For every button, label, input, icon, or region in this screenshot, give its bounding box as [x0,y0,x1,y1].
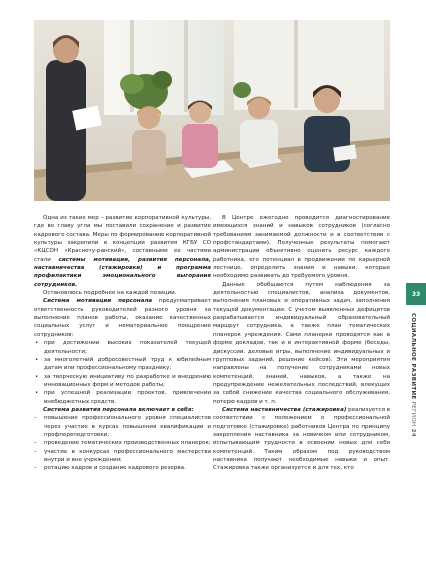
paragraph [34,297,211,339]
text-column-right [213,214,390,473]
subheading: Система развития персонала включает в себя: [43,406,194,413]
bullet-list-motivation [34,339,211,406]
list-item: • при достижении высоких показателей текущей деятельности; [34,339,211,356]
list-item: • при успешной реализации проектов, привлечении внебюджетных средств. [34,389,211,406]
paragraph: Данные обобщаются путем наблюдения за деятельностью специалистов, анализа документов, выполнения плановых и оперативных задач, заполнения текущей документации. С учетом выявленных дефицитов разрабатывается индивидуальный образовательный маршрут сотрудника, а также план тематических планерок учреждения. Сами планерки проводятся как в форме докладов, так и в интерактивной форме (беседы, дискуссии, деловые игры, выполнение индивидуальных и групповых заданий, решение кейсов). Эти мероприятия направлены на получение сотрудниками новых компетенций, знаний, навыков, а также на предупреждение нежелательных последствий, влекущих за собой снижение качества социального обслуживания, потерю кадров и т. п. [213,281,390,405]
page-sidebar [406,283,426,567]
paragraph: В Центре ежегодно проводится диагностирование имеющихся знаний и навыков сотрудников (согласно требованиям занимаемой должности и в соответствии с профстандартами). Полученные результаты помогают администрации объективно оценить ресурс каждого работника, его потенциал в продвижении по карьерной лестнице, определить знания и навыки, которые необходимо развивать до требуемого уровня. [213,215,390,280]
paragraph [34,214,211,289]
list-item: – повышение профессионального уровня специалистов через участие в курсах повышения квалификации и профпереподготовки; [34,414,211,439]
paragraph-text: Одна из таких мер – развитие корпоративной культуры, где во главу угла мы поставили сохранение и развитие кадрового состава. Меры по формированию корпоративной культуры закрепили в концепции развития КГБУ СО «КЦСОН «Красноту-ранский», составными ее частями стали [34,215,211,263]
paragraph-emphasis: системы мотивации, развития персонала, наставничества (стажировки) и программа профилактики эмоционального выгорания сотрудников. [34,256,212,288]
magazine-region: РЕГИОН [410,401,416,427]
list-item: – проведение тематических производственных планерок; [34,439,211,447]
page-number: 33 [406,283,426,305]
magazine-name: СОЦИАЛЬНОЕ РАЗВИТИЕ [410,313,416,400]
subheading: Система мотивации персонала [43,298,153,305]
text-column-left [34,214,211,473]
meeting-photo [34,20,390,201]
list-item: • за творческую инициативу по разработке и внедрению инновационных форм и методов работы; [34,373,211,390]
list-item: • за многолетний добросовестный труд к юбилейным датам или профессиональному празднику; [34,356,211,373]
list-item: – ротацию кадров и создание кадрового резерва. [34,464,211,472]
subheading: Система наставничества (стажировка) [222,406,347,413]
list-item: – участие в конкурсах профессионального мастерства внутри и вне учреждения; [34,448,211,465]
paragraph-text: предусматривает ответственность руководителей разного уровня за выполнение планов работы, оказание качественных социальных услуг и нематериальное поощрение сотрудников: [34,298,211,338]
paragraph [34,406,211,414]
running-title [410,313,416,437]
paragraph [213,406,390,473]
paragraph: Остановлюсь подробнее на каждой позиции. [43,290,177,297]
issue-number: 24 [410,428,416,438]
dash-list-development [34,414,211,472]
paragraph-text: реализуется в соответствии с положением о профессиональной подготовке (стажировке) работников Центра по принципу закрепления наставника за новичком или сотрудником, испытывающим трудности в освоении новых для себя компетенций. Таким образом под руководством наставника получают необходимые навыки и опыт. Стажировка также организуется и для тех, кто [213,406,390,472]
meeting-photo-illustration [34,20,390,201]
